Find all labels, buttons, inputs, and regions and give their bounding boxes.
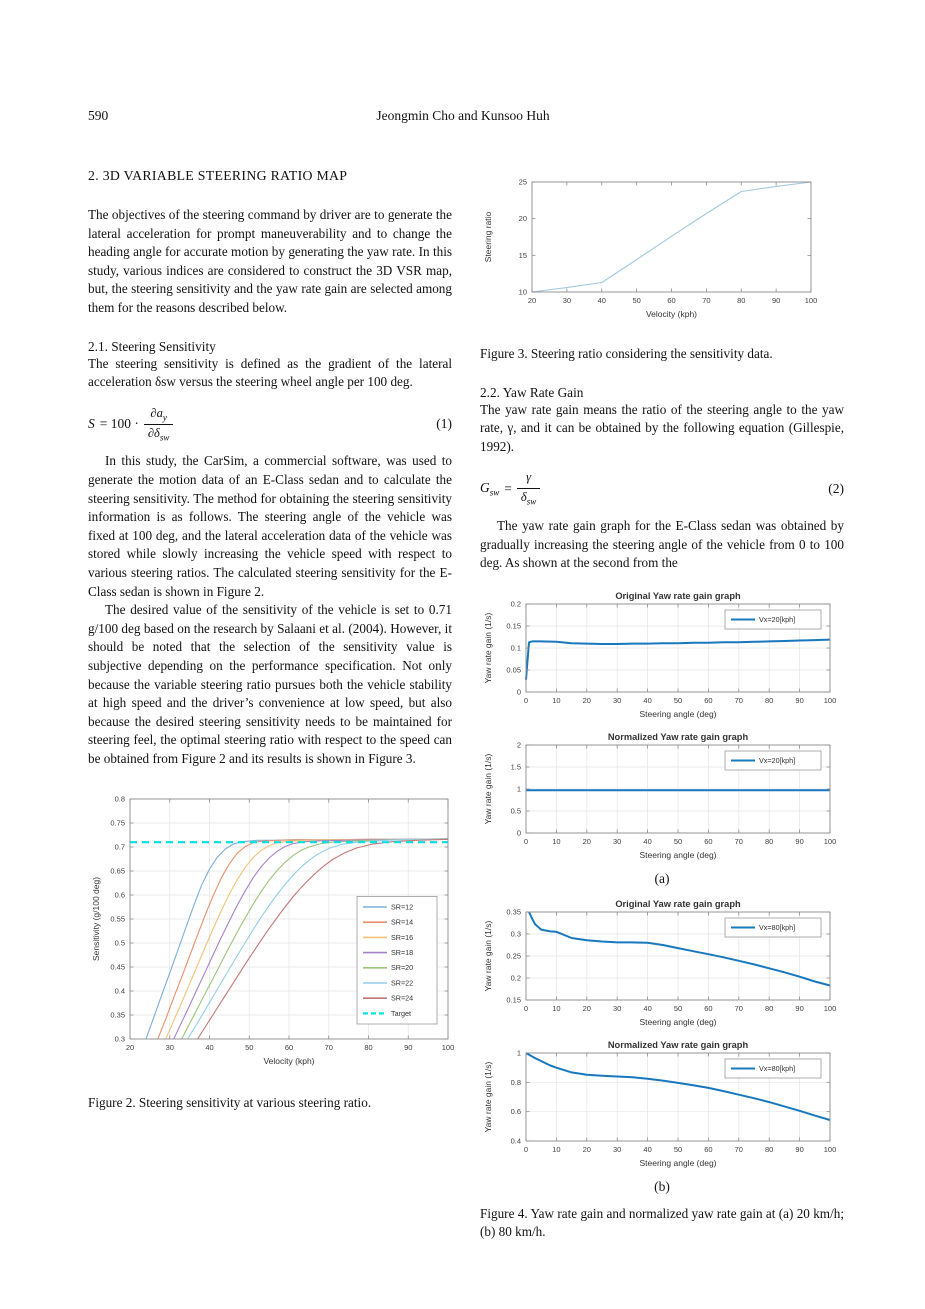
paragraph-carsim: In this study, the CarSim, a commercial software, was used to generate the motion data of an E-Class sedan and to calculate the steering sensitivity. The method for obtaining the steering sensitivity information is as follows. The steering angle of the vehicle was fixed at 100 deg, and the lateral acceleration data of the vehicle was stored while slowly increasing the vehicle speed with respect to various steering ratios. The calculated steering sensitivity for the E-Class sedan is shown in Figure 2.	[88, 453, 452, 599]
svg-text:SR=24: SR=24	[391, 993, 414, 1003]
svg-text:0.2: 0.2	[510, 599, 521, 609]
svg-text:0.1: 0.1	[510, 643, 521, 653]
svg-text:1.5: 1.5	[510, 762, 521, 772]
svg-text:60: 60	[704, 1003, 713, 1013]
equation-1-numerator: ∂a	[150, 405, 163, 420]
svg-text:60: 60	[704, 695, 713, 705]
figure-4	[480, 589, 844, 1242]
figure-4b-original-chart	[480, 897, 844, 1038]
svg-text:20: 20	[527, 296, 537, 305]
svg-text:20: 20	[518, 214, 527, 224]
svg-text:90: 90	[771, 296, 781, 305]
svg-text:70: 70	[734, 1144, 743, 1154]
svg-text:90: 90	[795, 695, 804, 705]
svg-text:80: 80	[737, 296, 746, 305]
svg-text:0.15: 0.15	[506, 621, 521, 631]
svg-text:20: 20	[582, 836, 591, 846]
svg-text:90: 90	[795, 1144, 804, 1154]
svg-text:80: 80	[765, 1003, 774, 1013]
svg-text:1: 1	[516, 1048, 521, 1058]
paragraph-desired-value: The desired value of the sensitivity of the vehicle is set to 0.71 g/100 deg based on the research by Salaani et al. (2004). However, it should be noted that the selection of the sensitivity value is subjective depending on the performance specification. Not only because the variable steering ratio pursues both the vehicle stability at high speed and the driver’s convenience at low speed, but also because the desired steering sensitivity needs to be maintained for steering feel, the optimal steering ratio with respect to the speed can be obtained from Figure 2 and its results is shown in Figure 3.	[88, 602, 452, 766]
page-header	[88, 108, 838, 124]
figure-4b-label: (b)	[654, 1178, 670, 1194]
svg-text:100: 100	[804, 296, 818, 305]
svg-text:90: 90	[795, 1003, 804, 1013]
svg-text:10: 10	[552, 1003, 561, 1013]
left-column	[88, 168, 455, 1242]
svg-text:100: 100	[441, 1042, 455, 1052]
svg-text:2: 2	[516, 740, 521, 750]
svg-text:0: 0	[516, 687, 521, 697]
svg-text:0: 0	[523, 1144, 529, 1154]
svg-text:100: 100	[823, 1003, 837, 1013]
equation-2-body	[480, 470, 540, 507]
figure-4a-original-chart	[480, 589, 844, 730]
svg-text:Vx=20[kph]: Vx=20[kph]	[759, 614, 796, 624]
svg-text:Velocity (kph): Velocity (kph)	[263, 1055, 315, 1066]
svg-text:Steering angle (deg): Steering angle (deg)	[639, 849, 717, 860]
svg-text:50: 50	[632, 296, 641, 305]
svg-text:0.5: 0.5	[114, 938, 125, 948]
svg-text:Steering angle (deg): Steering angle (deg)	[639, 1157, 717, 1168]
equation-2-lhs-sub: sw	[489, 487, 500, 498]
figure-2-caption: Figure 2. Steering sensitivity at various steering ratio.	[88, 1094, 372, 1110]
svg-text:0.45: 0.45	[110, 962, 125, 972]
svg-text:60: 60	[667, 296, 676, 305]
svg-text:80: 80	[765, 1144, 774, 1154]
svg-text:30: 30	[613, 1144, 622, 1154]
section-title: 2. 3D VARIABLE STEERING RATIO MAP	[88, 168, 348, 183]
figure-4b-normalized-chart	[480, 1038, 844, 1179]
svg-text:80: 80	[765, 836, 774, 846]
equation-2-relation: =	[504, 480, 512, 496]
equation-1-body	[88, 406, 173, 443]
equation-2-fraction	[517, 470, 540, 507]
equation-2-numerator: γ	[526, 470, 532, 485]
figure-4a-label: (a)	[654, 870, 670, 886]
svg-text:SR=22: SR=22	[391, 977, 414, 987]
equation-2-denominator: δ	[520, 490, 527, 505]
right-column	[480, 168, 844, 1242]
running-head: Jeongmin Cho and Kunsoo Huh	[376, 108, 550, 123]
svg-text:0: 0	[523, 1003, 529, 1013]
figure-2	[88, 791, 455, 1113]
svg-text:SR=12: SR=12	[391, 901, 414, 911]
svg-text:0.3: 0.3	[114, 1034, 125, 1044]
svg-text:20: 20	[582, 1003, 591, 1013]
svg-text:10: 10	[552, 1144, 561, 1154]
svg-text:50: 50	[673, 1144, 683, 1154]
equation-2-denominator-sub: sw	[526, 496, 537, 507]
svg-text:70: 70	[324, 1042, 333, 1052]
paragraph-gain-graph: The yaw rate gain graph for the E-Class sedan was obtained by gradually increasing the steering angle of the vehicle from 0 to 100 deg. As shown at the second from the	[480, 518, 844, 571]
svg-text:20: 20	[582, 695, 591, 705]
svg-text:40: 40	[643, 695, 652, 705]
figure-3	[480, 170, 844, 364]
svg-text:Velocity (kph): Velocity (kph)	[645, 309, 698, 319]
svg-text:70: 70	[702, 296, 711, 305]
equation-2-lhs: G	[480, 479, 490, 495]
svg-text:30: 30	[613, 1003, 622, 1013]
svg-text:0.5: 0.5	[510, 806, 521, 816]
svg-text:0.15: 0.15	[506, 995, 521, 1005]
svg-text:0.6: 0.6	[510, 1107, 521, 1117]
paragraph-yaw-rate-gain: The yaw rate gain means the ratio of the steering angle to the yaw rate, γ, and it can be obtained by the following equation (Gillespie, 1992).	[480, 401, 844, 454]
svg-text:20: 20	[582, 1144, 591, 1154]
svg-text:80: 80	[765, 695, 774, 705]
svg-text:90: 90	[795, 836, 804, 846]
svg-text:70: 70	[734, 836, 743, 846]
svg-text:10: 10	[552, 695, 561, 705]
svg-text:0.2: 0.2	[510, 973, 521, 983]
svg-text:30: 30	[613, 836, 622, 846]
svg-text:Yaw rate gain (1/s): Yaw rate gain (1/s)	[483, 920, 493, 992]
svg-text:Steering angle (deg): Steering angle (deg)	[639, 708, 717, 719]
figure-4a-normalized-chart	[480, 730, 844, 871]
svg-text:20: 20	[125, 1042, 135, 1052]
svg-text:SR=14: SR=14	[391, 917, 414, 927]
equation-1-lhs: S	[88, 416, 95, 432]
svg-text:30: 30	[613, 695, 622, 705]
svg-text:30: 30	[165, 1042, 174, 1052]
svg-text:0.05: 0.05	[506, 665, 521, 675]
svg-text:0.55: 0.55	[110, 914, 125, 924]
svg-text:0: 0	[516, 828, 521, 838]
svg-text:40: 40	[597, 296, 606, 305]
svg-text:0.4: 0.4	[510, 1136, 521, 1146]
svg-text:SR=18: SR=18	[391, 947, 414, 957]
svg-text:Vx=80[kph]: Vx=80[kph]	[759, 922, 796, 932]
svg-text:0.6: 0.6	[114, 890, 125, 900]
svg-text:70: 70	[734, 695, 743, 705]
equation-1-denominator: ∂δ	[147, 425, 160, 440]
svg-text:30: 30	[562, 296, 572, 305]
svg-text:40: 40	[643, 1003, 652, 1013]
svg-text:60: 60	[704, 1144, 713, 1154]
two-column-layout	[88, 168, 844, 1242]
svg-text:0.8: 0.8	[510, 1077, 521, 1087]
figure-3-caption: Figure 3. Steering ratio considering the sensitivity data.	[480, 346, 773, 361]
svg-text:0: 0	[523, 836, 529, 846]
svg-text:Normalized Yaw rate gain graph: Normalized Yaw rate gain graph	[607, 731, 749, 742]
svg-text:Steering angle (deg): Steering angle (deg)	[639, 1016, 717, 1027]
svg-text:50: 50	[673, 836, 683, 846]
svg-text:0.35: 0.35	[506, 907, 521, 917]
svg-text:Yaw rate gain (1/s): Yaw rate gain (1/s)	[483, 612, 493, 684]
svg-text:0.3: 0.3	[510, 929, 521, 939]
svg-text:100: 100	[823, 1144, 837, 1154]
svg-text:Sensitivity (g/100 deg): Sensitivity (g/100 deg)	[91, 876, 101, 961]
svg-text:40: 40	[643, 1144, 652, 1154]
svg-text:0.25: 0.25	[506, 951, 521, 961]
equation-1-number: (1)	[436, 416, 452, 432]
svg-text:0: 0	[523, 695, 529, 705]
svg-text:SR=20: SR=20	[391, 962, 414, 972]
equation-2-number: (2)	[828, 480, 844, 496]
svg-text:50: 50	[673, 695, 683, 705]
svg-text:0.4: 0.4	[114, 986, 125, 996]
svg-text:Steering ratio: Steering ratio	[483, 211, 493, 263]
svg-text:0.65: 0.65	[110, 866, 125, 876]
svg-text:0.7: 0.7	[114, 842, 125, 852]
subsection-title-2-2: 2.2. Yaw Rate Gain	[480, 384, 584, 400]
svg-text:10: 10	[552, 836, 561, 846]
figure-2-chart	[88, 791, 455, 1084]
svg-text:50: 50	[673, 1003, 683, 1013]
equation-1-numerator-sub: y	[162, 412, 167, 423]
svg-text:10: 10	[518, 287, 527, 297]
svg-text:60: 60	[284, 1042, 294, 1052]
subsection-title-2-1: 2.1. Steering Sensitivity	[88, 338, 216, 354]
svg-text:Original Yaw rate gain graph: Original Yaw rate gain graph	[615, 590, 741, 601]
svg-text:Target: Target	[391, 1008, 411, 1018]
svg-text:Original Yaw rate gain graph: Original Yaw rate gain graph	[615, 898, 741, 909]
svg-text:0.35: 0.35	[110, 1010, 125, 1020]
paragraph-objectives: The objectives of the steering command by driver are to generate the lateral acceleration for prompt maneuverability and to change the heading angle for accurate motion by generating the yaw rate. In this study, various indices are considered to construct the 3D VSR map, but, the steering sensitivity and the yaw rate gain are selected among them for the reasons described below.	[88, 207, 452, 315]
svg-text:Normalized Yaw rate gain graph: Normalized Yaw rate gain graph	[607, 1039, 749, 1050]
svg-text:Yaw rate gain (1/s): Yaw rate gain (1/s)	[483, 1061, 493, 1133]
svg-text:0.8: 0.8	[114, 794, 125, 804]
svg-text:40: 40	[205, 1042, 214, 1052]
paragraph-sensitivity-definition: The steering sensitivity is defined as the gradient of the lateral acceleration δsw versus the steering wheel angle per 100 deg.	[88, 355, 452, 390]
svg-text:SR=16: SR=16	[391, 932, 414, 942]
figure-4-caption: Figure 4. Yaw rate gain and normalized yaw rate gain at (a) 20 km/h; (b) 80 km/h.	[480, 1205, 844, 1240]
svg-text:50: 50	[245, 1042, 254, 1052]
svg-text:15: 15	[518, 250, 527, 260]
svg-text:70: 70	[734, 1003, 743, 1013]
equation-2	[480, 470, 844, 507]
svg-text:80: 80	[364, 1042, 373, 1052]
svg-text:100: 100	[823, 695, 837, 705]
page-number: 590	[88, 108, 109, 123]
svg-text:100: 100	[823, 836, 837, 846]
svg-text:Yaw rate gain (1/s): Yaw rate gain (1/s)	[483, 753, 493, 825]
equation-1	[88, 406, 452, 443]
figure-3-chart	[480, 170, 844, 335]
svg-text:25: 25	[518, 177, 527, 187]
equation-1-denominator-sub: sw	[159, 432, 170, 443]
svg-text:60: 60	[704, 836, 713, 846]
svg-text:1: 1	[516, 784, 521, 794]
svg-text:40: 40	[643, 836, 652, 846]
svg-text:Vx=20[kph]: Vx=20[kph]	[759, 755, 796, 765]
svg-text:0.75: 0.75	[110, 818, 125, 828]
svg-text:90: 90	[404, 1042, 413, 1052]
equation-1-fraction	[144, 406, 174, 443]
equation-1-relation: = 100 ·	[99, 416, 139, 432]
svg-text:Vx=80[kph]: Vx=80[kph]	[759, 1063, 796, 1073]
